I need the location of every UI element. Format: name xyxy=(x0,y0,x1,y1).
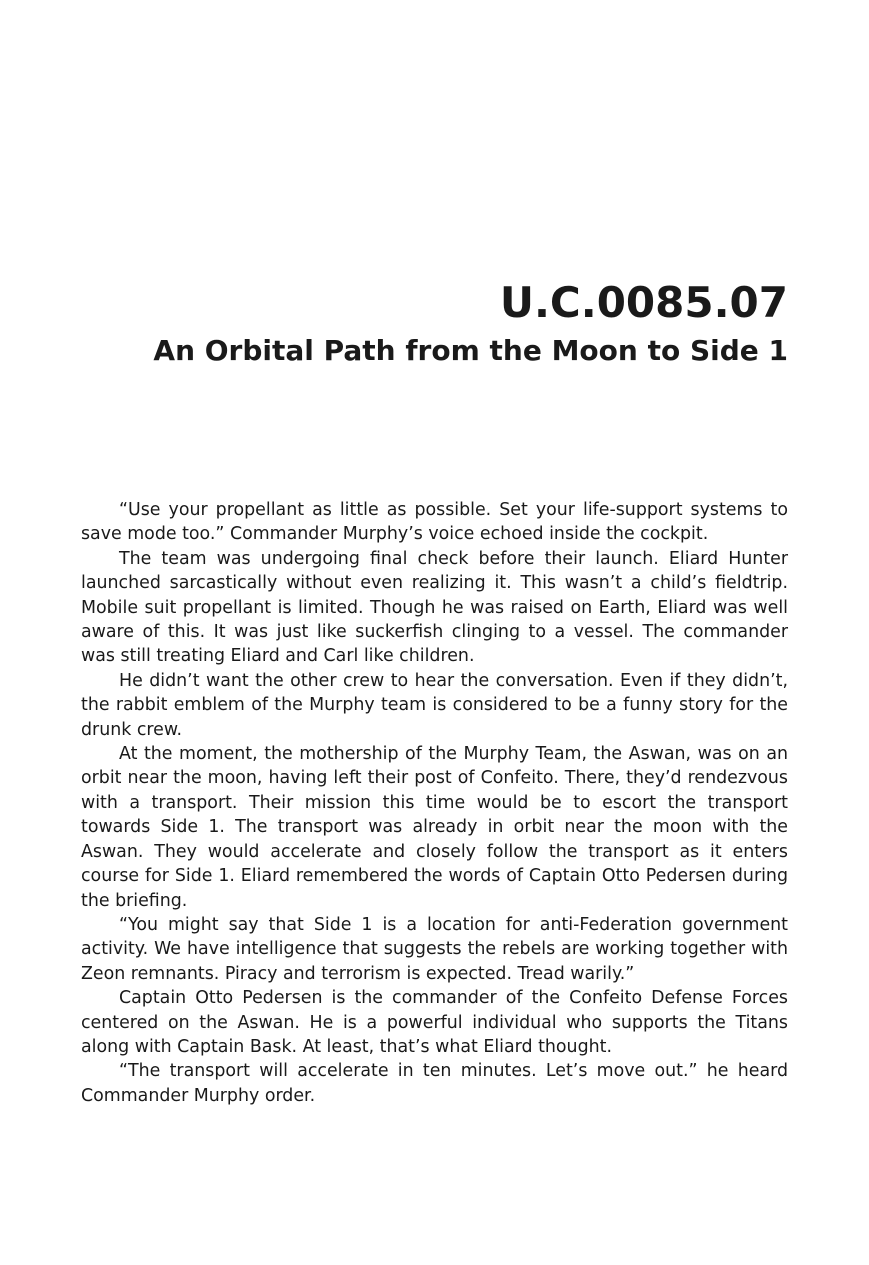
paragraph: The team was undergoing final check before their launch. Eliard Hunter launched sarcastically without even realizing it. This wasn’t a child’s fieldtrip. Mobile suit propellant is limited. Though he was raised on Earth, Eliard was well aware of this. It was just like suckerfish clinging to a vessel. The commander was still treating Eliard and Carl like children. xyxy=(81,548,788,667)
paragraph: Captain Otto Pedersen is the commander of the Confeito Defense Forces centered on the Aswan. He is a powerful individual who supports the Titans along with Captain Bask. At least, that’s what Eliard thought. xyxy=(81,988,788,1057)
body-text xyxy=(81,498,788,1108)
paragraph: “The transport will accelerate in ten minutes. Let’s move out.” he heard Commander Murphy order. xyxy=(81,1061,788,1106)
paragraph: “Use your propellant as little as possible. Set your life-support systems to save mode too.” Commander Murphy’s voice echoed inside the cockpit. xyxy=(81,500,788,545)
paragraph: “You might say that Side 1 is a location for anti-Federation government activity. We have intelligence that suggests the rebels are working together with Zeon remnants. Piracy and terrorism is expected. Tread warily.” xyxy=(81,914,788,984)
paragraph: He didn’t want the other crew to hear the conversation. Even if they didn’t, the rabbit emblem of the Murphy team is considered to be a funny story for the drunk crew. xyxy=(81,670,788,740)
chapter-title: An Orbital Path from the Moon to Side 1 xyxy=(153,334,788,367)
paragraph: At the moment, the mothership of the Murphy Team, the Aswan, was on an orbit near the moon, having left their post of Confeito. There, they’d rendezvous with a transport. Their mission this time would be to escort the transport towards Side 1. The transport was already in orbit near the moon with the Aswan. They would accelerate and closely follow the transport as it enters course for Side 1. Eliard remembered the words of Captain Otto Pedersen during the briefing. xyxy=(81,744,788,911)
chapter-number: U.C.0085.07 xyxy=(499,278,788,327)
